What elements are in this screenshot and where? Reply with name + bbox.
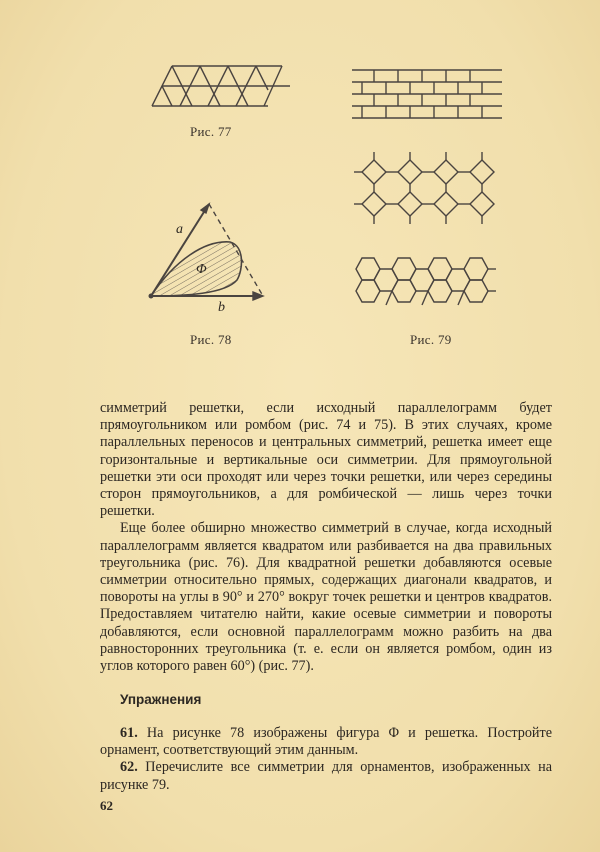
vector-a-label: a — [176, 222, 183, 237]
exercises-list — [100, 725, 552, 794]
figure-77-triangle-lattice — [150, 62, 295, 110]
paragraph-1: симметрий решетки, если исходный параллелограмм будет прямоугольником или ромбом (рис. 74 и 75). В этих случаях, кроме параллельных переносов и центральных симметрий, решетка имеет еще горизонтальные и вертикальные оси симметрии. Для прямоугольной решетки эти оси проходят или через точки решетки, или через середины сторон прямоугольников, а для ромбической — лишь через точки решетки. — [100, 400, 552, 520]
exercise-text: Перечислите все симметрии для орнаментов, изображенных на рисунке 79. — [100, 759, 552, 793]
paragraph-2: Еще более обширно множество симметрий в случае, когда исходный параллелограмм является квадратом или разбивается на два правильных треугольника (рис. 76). Для квадратной решетки добавляются осевые симметрии относительно прямых, содержащих диагонали квадратов, и повороты на углы в 90° и 270° вокруг точек решетки и центров квадратов. Предоставляем читателю найти, какие осевые симметрии и повороты добавляются, если основной параллелограмм можно разбить на два равносторонних треугольника (т. е. если он является ромбом, один из углов которого равен 60°) (рис. 77). — [100, 520, 552, 675]
body-text — [100, 400, 552, 675]
figure-77-caption: Рис. 77 — [190, 124, 232, 139]
figure-79-brick-pattern — [350, 67, 510, 127]
figure-79-hexagon-pattern — [350, 255, 510, 320]
page-number: 62 — [100, 798, 113, 813]
exercises-heading: Упражнения — [120, 692, 202, 707]
figure-78-shape-and-vectors — [145, 200, 275, 320]
exercise-62 — [100, 759, 552, 793]
exercise-number: 61. — [120, 725, 138, 741]
exercise-text: На рисунке 78 изображены фигура Φ и решетка. Постройте орнамент, соответствующий этим данным. — [100, 725, 553, 759]
figure-78-caption: Рис. 78 — [190, 332, 232, 347]
exercise-number: 62. — [120, 759, 138, 776]
shape-phi-label: Φ — [196, 262, 207, 277]
vector-b-label: b — [218, 300, 225, 315]
figure-79-octagon-square-pattern — [352, 150, 512, 230]
exercise-61 — [100, 725, 552, 759]
figure-79-caption: Рис. 79 — [410, 332, 452, 347]
